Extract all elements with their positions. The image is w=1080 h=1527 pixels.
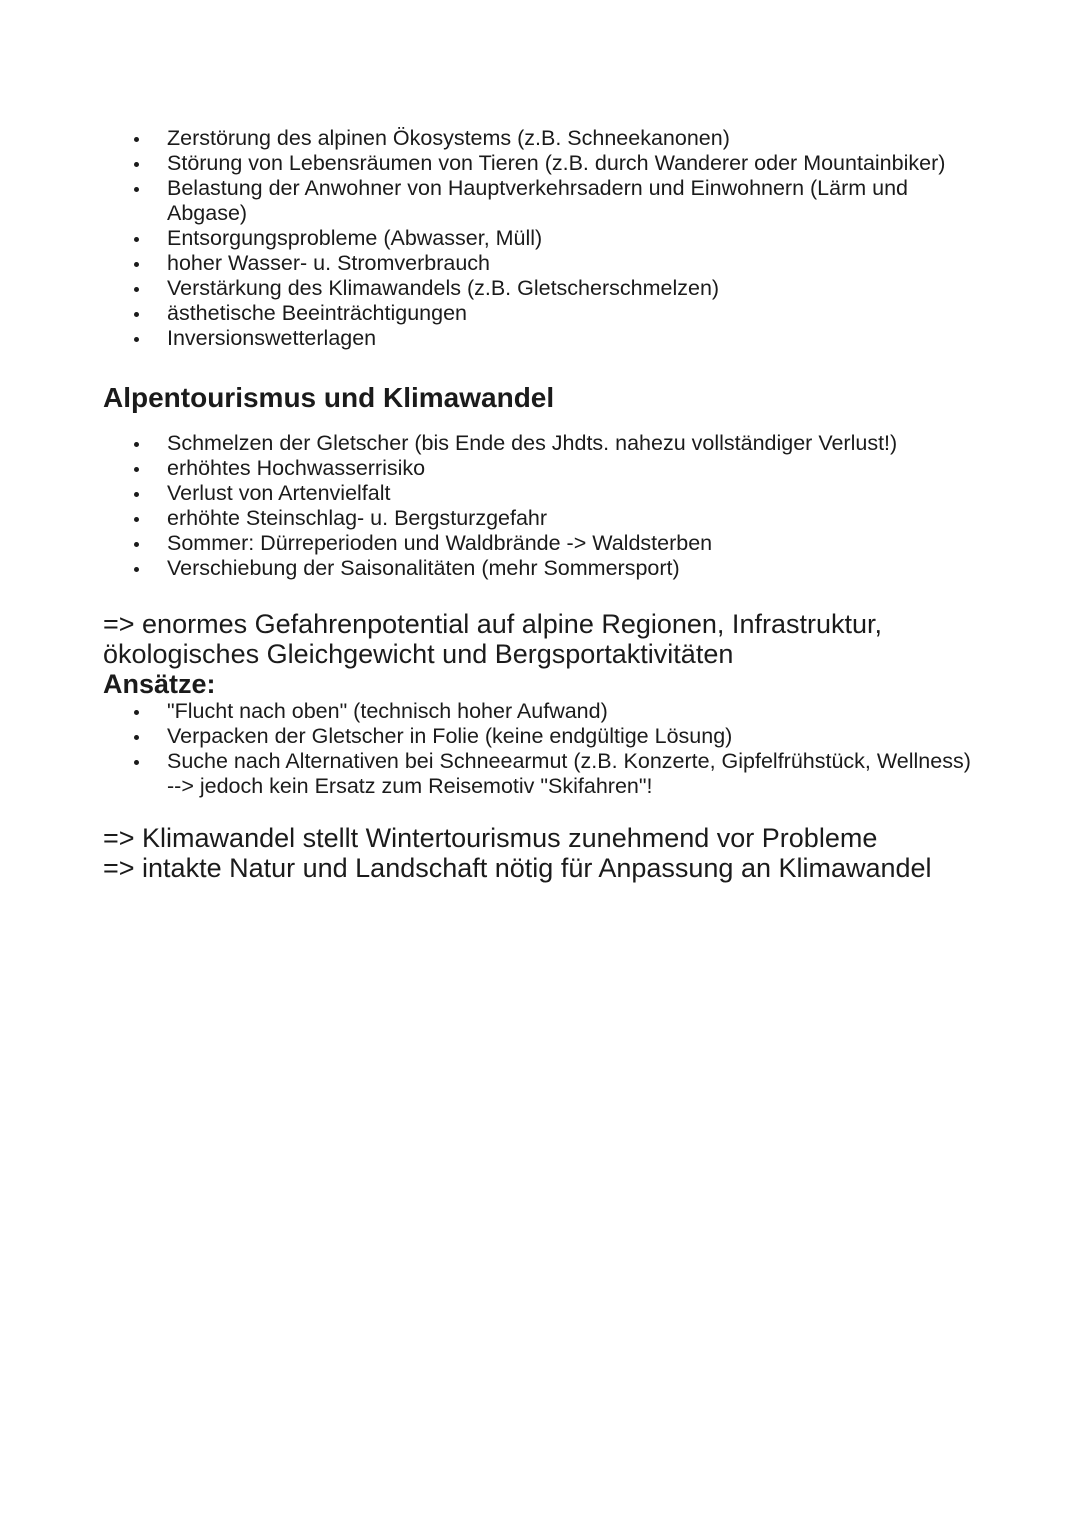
list-item xyxy=(103,431,981,456)
bullet-icon xyxy=(134,542,139,547)
bullet-list-climate-effects xyxy=(103,431,981,581)
list-item-text: Zerstörung des alpinen Ökosystems (z.B. Schneekanonen) xyxy=(167,126,730,150)
list-item xyxy=(103,151,981,176)
bullet-icon xyxy=(134,710,139,715)
list-item xyxy=(103,301,981,326)
list-item-text: Suche nach Alternativen bei Schneearmut (z.B. Konzerte, Gipfelfrühstück, Wellness) --> jedoch kein Ersatz zum Reisemotiv "Skifahren"! xyxy=(167,749,971,798)
bullet-list-tourism-impacts xyxy=(103,126,981,351)
bullet-icon xyxy=(134,187,139,192)
list-item xyxy=(103,326,981,351)
bullet-icon xyxy=(134,237,139,242)
list-item-text: erhöhte Steinschlag- u. Bergsturzgefahr xyxy=(167,506,548,530)
list-item-text: ästhetische Beeinträchtigungen xyxy=(167,301,468,325)
bullet-icon xyxy=(134,312,139,317)
list-item-text: "Flucht nach oben" (technisch hoher Aufwand) xyxy=(167,699,608,723)
list-item-text: Schmelzen der Gletscher (bis Ende des Jhdts. nahezu vollständiger Verlust!) xyxy=(167,431,898,455)
list-item-text: Belastung der Anwohner von Hauptverkehrsadern und Einwohnern (Lärm und Abgase) xyxy=(167,176,909,225)
bullet-icon xyxy=(134,517,139,522)
list-item-text: Verstärkung des Klimawandels (z.B. Gletscherschmelzen) xyxy=(167,276,720,300)
bullet-icon xyxy=(134,467,139,472)
bullet-list-approaches xyxy=(103,699,981,799)
list-item-text: erhöhtes Hochwasserrisiko xyxy=(167,456,426,480)
list-item-text: Verlust von Artenvielfalt xyxy=(167,481,391,505)
section-heading-alpentourismus: Alpentourismus und Klimawandel xyxy=(103,382,555,413)
bullet-icon xyxy=(134,760,139,765)
bullet-icon xyxy=(134,287,139,292)
list-item xyxy=(103,481,981,506)
list-item-text: hoher Wasser- u. Stromverbrauch xyxy=(167,251,491,275)
bullet-icon xyxy=(134,442,139,447)
list-item xyxy=(103,251,981,276)
list-item-text: Inversionswetterlagen xyxy=(167,326,377,350)
list-item xyxy=(103,556,981,581)
list-item xyxy=(103,724,981,749)
list-item xyxy=(103,456,981,481)
final-conclusion-line-1: => Klimawandel stellt Wintertourismus zunehmend vor Probleme xyxy=(103,823,878,853)
bullet-icon xyxy=(134,137,139,142)
list-item xyxy=(103,276,981,301)
ansaetze-heading: Ansätze: xyxy=(103,669,216,699)
bullet-icon xyxy=(134,162,139,167)
list-item xyxy=(103,506,981,531)
list-item xyxy=(103,176,981,226)
list-item-text: Verschiebung der Saisonalitäten (mehr Sommersport) xyxy=(167,556,680,580)
list-item xyxy=(103,226,981,251)
list-item xyxy=(103,531,981,556)
list-item xyxy=(103,699,981,724)
list-item-text: Sommer: Dürreperioden und Waldbrände -> Waldsterben xyxy=(167,531,713,555)
conclusion-paragraph: => enormes Gefahrenpotential auf alpine Regionen, Infrastruktur, ökologisches Gleichgewicht und Bergsportaktivitäten xyxy=(103,609,882,669)
bullet-icon xyxy=(134,262,139,267)
bullet-icon xyxy=(134,567,139,572)
list-item-text: Entsorgungsprobleme (Abwasser, Müll) xyxy=(167,226,543,250)
bullet-icon xyxy=(134,492,139,497)
bullet-icon xyxy=(134,337,139,342)
final-conclusion-line-2: => intakte Natur und Landschaft nötig für Anpassung an Klimawandel xyxy=(103,853,932,883)
list-item xyxy=(103,126,981,151)
list-item-text: Störung von Lebensräumen von Tieren (z.B. durch Wanderer oder Mountainbiker) xyxy=(167,151,946,175)
list-item-text: Verpacken der Gletscher in Folie (keine endgültige Lösung) xyxy=(167,724,733,748)
bullet-icon xyxy=(134,735,139,740)
list-item xyxy=(103,749,981,799)
